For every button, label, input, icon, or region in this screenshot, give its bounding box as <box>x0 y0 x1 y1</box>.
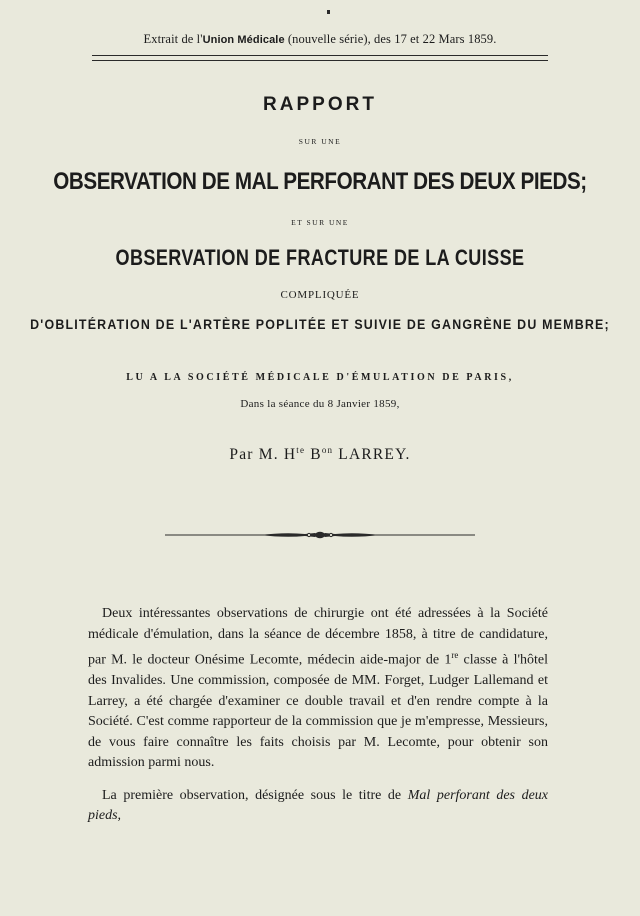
paragraph-1-part-a: Deux intéressantes observations de chirurgie ont été adressées à la Société médicale d'émulation, dans la séance de décembre 1858, à titre de candidature, par M. le docteur Onésime Lecomte, médecin aide-major de 1 <box>88 606 548 668</box>
ordinal-superscript: re <box>451 650 459 660</box>
subtitle-sur-une: SUR UNE <box>298 137 342 146</box>
paragraph-2-italic: Mal perforant des deux pieds, <box>88 787 548 824</box>
session-date: Dans la séance du 8 Janvier 1859, <box>240 398 400 410</box>
title-rapport: RAPPORT <box>263 94 377 115</box>
title-observation-1: OBSERVATION DE MAL PERFORANT DES DEUX PIEDS; <box>53 168 587 195</box>
paragraph-1 <box>88 604 548 774</box>
ornamental-rule <box>165 528 475 542</box>
ink-mark <box>327 10 330 14</box>
running-header <box>0 32 640 47</box>
header-rule-top <box>92 55 548 56</box>
paragraph-1-part-b: classe à l'hôtel des Invalides. Une commission, composée de MM. Forget, Ludger Lallemand et Larrey, a été chargée d'examiner ce double travail et d'en rendre compte à la Société. C'est comme rapporteur de la commission que je m'empresse, Messieurs, de vous faire connaître les faits choisis par M. Lecomte, pour obtenir son admission parmi nous. <box>88 652 549 771</box>
body-text <box>88 604 548 827</box>
header-prefix: Extrait de l' <box>143 32 203 46</box>
author-par: Par M. H <box>229 446 297 464</box>
author-b: B <box>305 446 322 464</box>
subtitle-et-sur-une: ET SUR UNE <box>291 218 349 227</box>
author-on: on <box>321 445 334 455</box>
header-suffix: (nouvelle série), des 17 et 22 Mars 1859. <box>284 32 497 46</box>
journal-name: Union Médicale <box>202 34 285 46</box>
paragraph-2 <box>88 786 548 827</box>
paragraph-2-part-a: La première observation, désignée sous le titre de <box>102 787 408 803</box>
author-name: LARREY. <box>333 446 411 464</box>
read-at-society: LU A LA SOCIÉTÉ MÉDICALE D'ÉMULATION DE PARIS, <box>126 372 514 383</box>
title-observation-2: OBSERVATION DE FRACTURE DE LA CUISSE <box>115 245 525 270</box>
author-te: te <box>296 445 306 455</box>
title-obliteration: D'OBLITÉRATION DE L'ARTÈRE POPLITÉE ET SUIVIE DE GANGRÈNE DU MEMBRE; <box>30 317 610 332</box>
header-rule-bottom <box>92 60 548 61</box>
author-line <box>0 445 640 464</box>
subtitle-compliquee: COMPLIQUÉE <box>280 289 360 301</box>
